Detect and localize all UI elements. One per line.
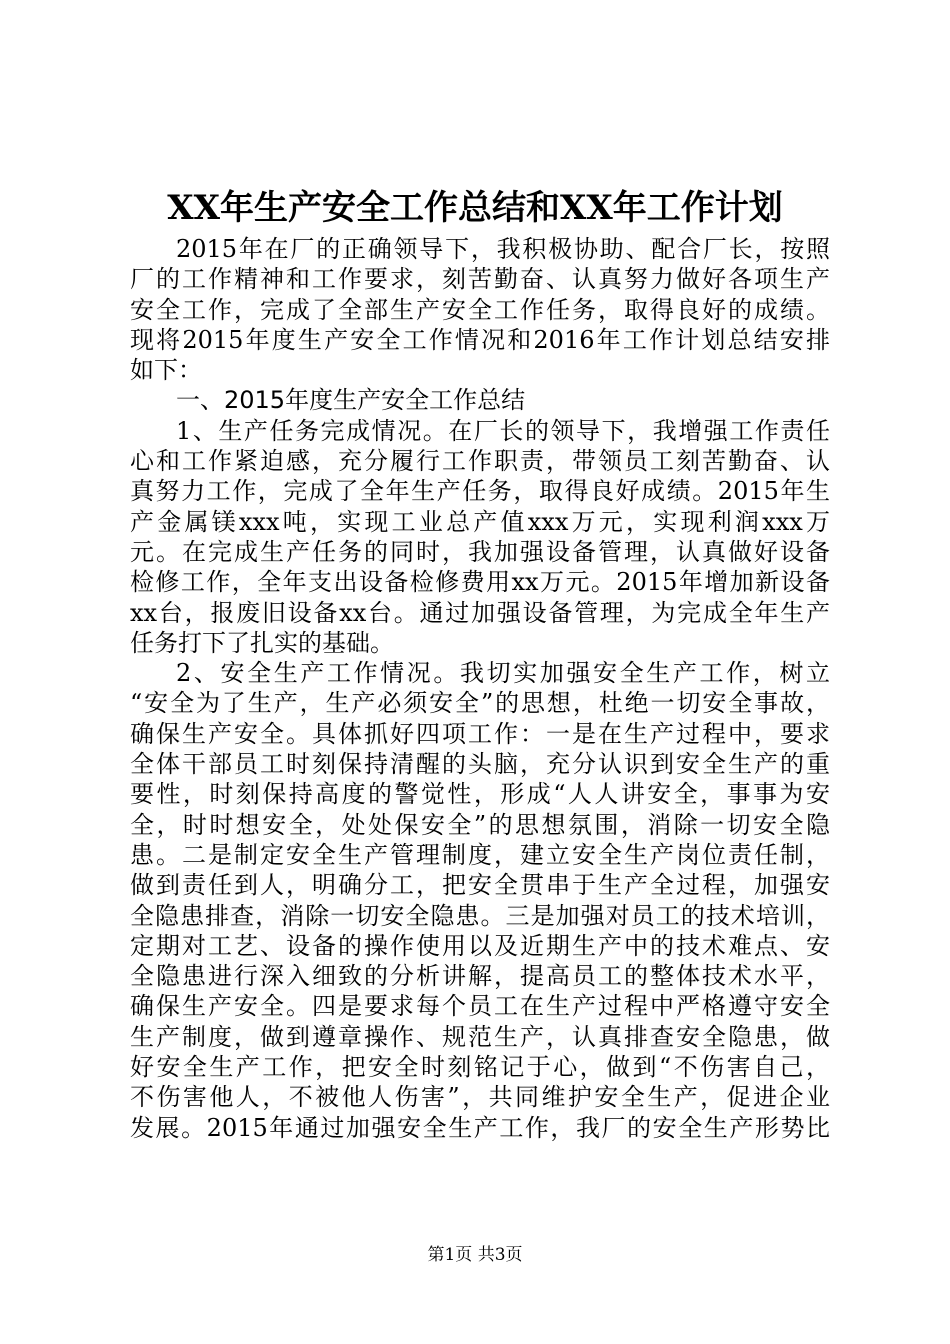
text-line: 现将2015年度生产安全工作情况和2016年工作计划总结安排: [130, 325, 830, 354]
text-line: 厂的工作精神和工作要求，刻苦勤奋、认真努力做好各项生产: [130, 265, 830, 294]
text-line: 如下：: [130, 356, 202, 385]
text-line: 安全工作，完成了全部生产安全工作任务，取得良好的成绩。: [130, 295, 830, 324]
text-line: 2015年在厂的正确领导下，我积极协助、配合厂长，按照: [176, 235, 830, 263]
text-line: 患。二是制定安全生产管理制度，建立安全生产岗位责任制，: [130, 840, 830, 869]
text-line: 要性，时刻保持高度的警觉性，形成“人人讲安全，事事为安: [130, 780, 830, 809]
section-heading: 一、2015年度生产安全工作总结: [176, 386, 526, 415]
text-line: 不伤害他人，不被他人伤害”，共同维护安全生产，促进企业: [130, 1083, 830, 1112]
text-line: 2、安全生产工作情况。我切实加强安全生产工作，树立: [176, 659, 830, 688]
text-line: 1、生产任务完成情况。在厂长的领导下，我增强工作责任: [176, 416, 830, 445]
text-line: 做到责任到人，明确分工，把安全贯串于生产全过程，加强安: [130, 871, 830, 900]
text-line: 发展。2015年通过加强安全生产工作，我厂的安全生产形势比: [130, 1113, 830, 1142]
text-line: 真努力工作，完成了全年生产任务，取得良好成绩。2015年生: [130, 477, 830, 506]
text-line: 全隐患排查，消除一切安全隐患。三是加强对员工的技术培训，: [130, 901, 830, 930]
text-line: 任务打下了扎实的基础。: [130, 628, 394, 657]
page-footer: 第1页 共3页: [427, 1245, 523, 1265]
text-line: 好安全生产工作，把安全时刻铭记于心，做到“不伤害自己，: [130, 1053, 830, 1082]
text-line: 全隐患进行深入细致的分析讲解，提高员工的整体技术水平，: [130, 962, 830, 991]
text-line: 全体干部员工时刻保持清醒的头脑，充分认识到安全生产的重: [130, 750, 830, 779]
text-line: 产金属镁xxx吨，实现工业总产值xxx万元，实现利润xxx万: [130, 507, 830, 536]
text-line: 定期对工艺、设备的操作使用以及近期生产中的技术难点、安: [130, 931, 830, 960]
text-line: xx台，报废旧设备xx台。通过加强设备管理，为完成全年生产: [130, 598, 830, 627]
text-line: 全，时时想安全，处处保安全”的思想氛围，消除一切安全隐: [130, 810, 830, 839]
text-line: 元。在完成生产任务的同时，我加强设备管理，认真做好设备: [130, 537, 830, 566]
text-line: 生产制度，做到遵章操作、规范生产，认真排查安全隐患，做: [130, 1022, 830, 1051]
text-line: 检修工作，全年支出设备检修费用xx万元。2015年增加新设备: [130, 568, 830, 597]
text-line: “安全为了生产，生产必须安全”的思想，杜绝一切安全事故，: [130, 689, 830, 718]
text-line: 心和工作紧迫感，充分履行工作职责，带领员工刻苦勤奋、认: [130, 447, 830, 476]
text-line: 确保生产安全。四是要求每个员工在生产过程中严格遵守安全: [130, 992, 830, 1021]
document-body: [130, 234, 830, 1143]
text-line: 确保生产安全。具体抓好四项工作：一是在生产过程中，要求: [130, 719, 830, 748]
document-title: XX年生产安全工作总结和XX年工作计划: [167, 188, 783, 228]
